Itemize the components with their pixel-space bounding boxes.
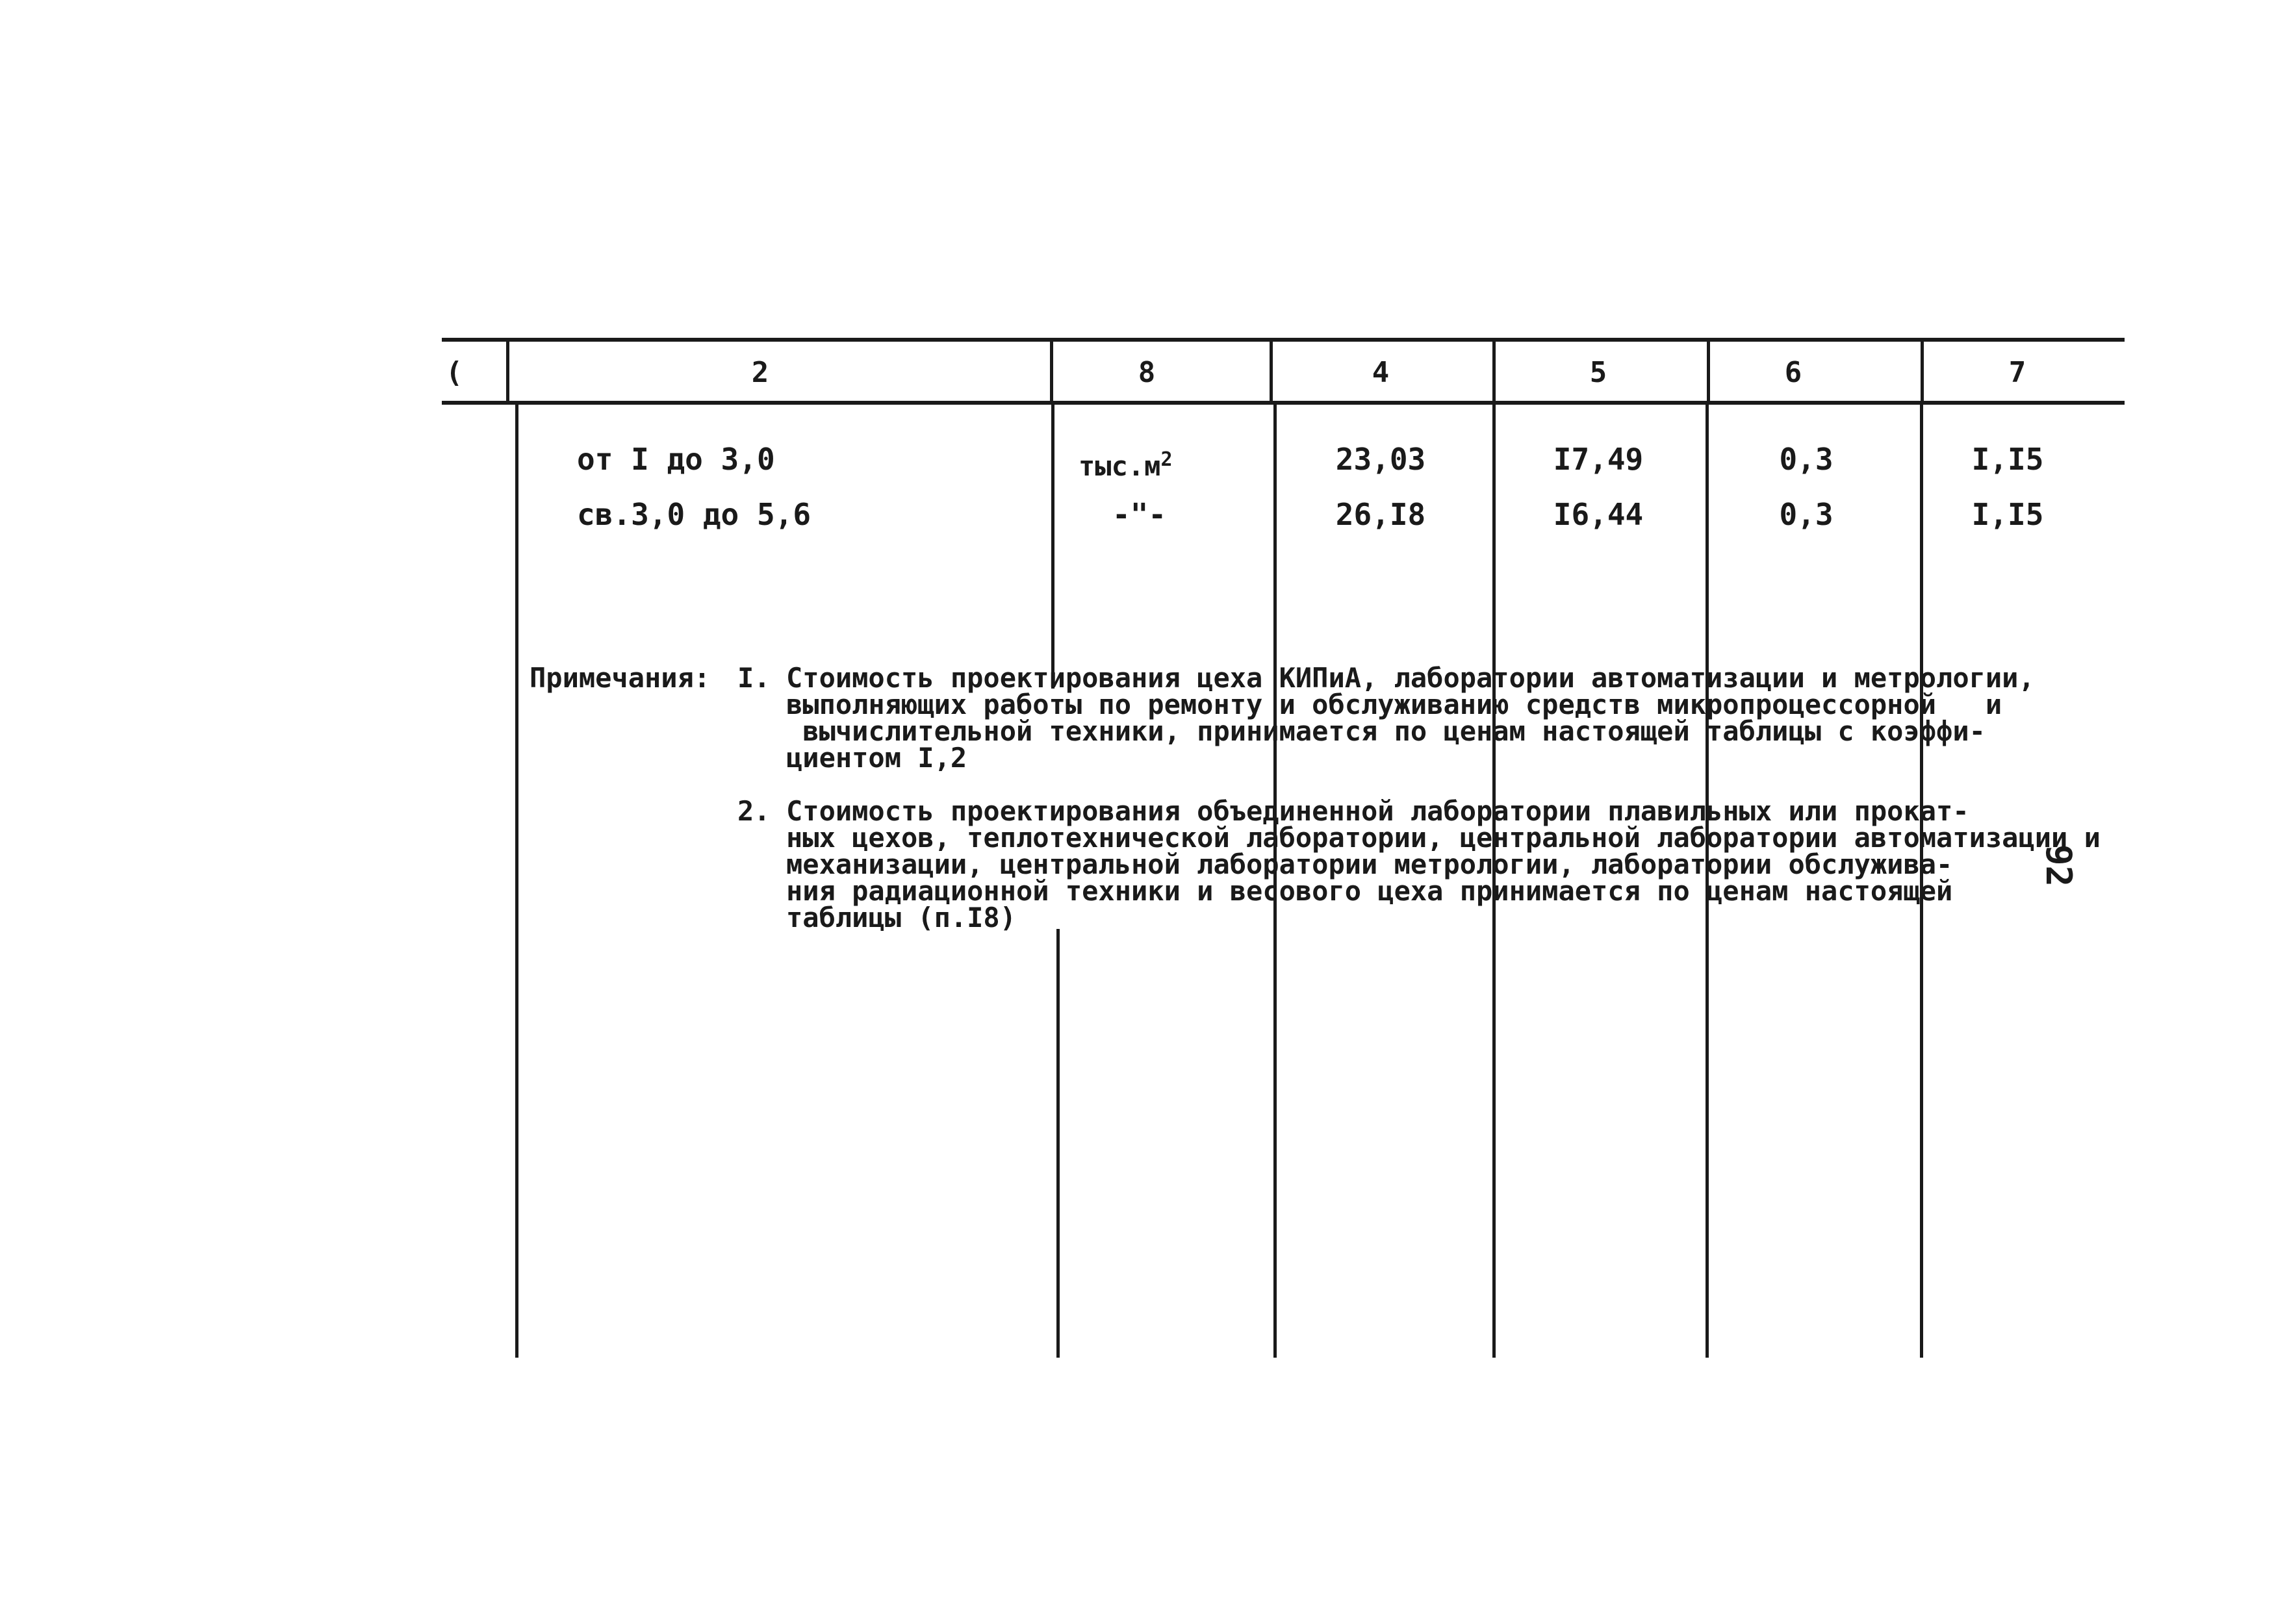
page-number: 92 [2038, 844, 2079, 887]
row-1-col4: 23,03 [1335, 442, 1426, 477]
row-2-label: св.3,0 до 5,6 [577, 497, 811, 532]
note-1-number: I. [737, 662, 771, 694]
row-1-label: от I до 3,0 [577, 442, 775, 477]
row-2-col6: 0,3 [1779, 497, 1833, 532]
col-divider-1 [506, 339, 509, 403]
table-top-rule [442, 338, 2125, 342]
col-header-4: 4 [1372, 356, 1390, 389]
row-2-col7: I,I5 [1971, 497, 2044, 532]
row-1-unit [1079, 448, 1173, 482]
col-header-6: 6 [1784, 356, 1802, 389]
note-2-line-4: ния радиационной техники и весового цеха принимается по ценам настоящей [786, 875, 1953, 907]
notes-heading: Примечания: [530, 662, 711, 694]
row-1-col7: I,I5 [1971, 442, 2044, 477]
row-1-col5: I7,49 [1553, 442, 1644, 477]
row-1-unit-text: тыс.м [1079, 450, 1161, 482]
note-2-number: 2. [737, 795, 771, 827]
row-2-col4: 26,I8 [1335, 497, 1426, 532]
row-2-col5: I6,44 [1553, 497, 1644, 532]
col-divider-5 [1707, 339, 1710, 403]
note-2-line-3: механизации, центральной лаборатории метрологии, лаборатории обслужива- [786, 848, 1953, 880]
note-1-line-2: выполняющих работы по ремонту и обслуживанию средств микропроцессорной и [786, 689, 2002, 720]
note-1-line-4: циентом I,2 [786, 742, 967, 774]
row-1-unit-superscript: 2 [1160, 448, 1173, 471]
row-1-col6: 0,3 [1779, 442, 1833, 477]
col-divider-6 [1921, 339, 1924, 403]
body-line-2a [1051, 403, 1054, 689]
col-header-7: 7 [2008, 356, 2026, 389]
col-divider-3 [1270, 339, 1273, 403]
header-bottom-rule [442, 401, 2125, 405]
note-2-line-2: ных цехов, теплотехнической лаборатории, центральной лаборатории автоматизации и [786, 822, 2101, 854]
col-header-1: ( [445, 356, 463, 389]
col-divider-4 [1492, 339, 1496, 403]
note-1-line-1: Стоимость проектирования цеха КИПиА, лаборатории автоматизации и метрологии, [786, 662, 2035, 694]
col-header-2: 2 [751, 356, 769, 389]
col-header-5: 5 [1589, 356, 1607, 389]
body-line-1 [515, 403, 518, 1358]
col-header-3: 8 [1138, 356, 1156, 389]
col-divider-2 [1050, 339, 1053, 403]
note-1-line-3: вычислительной техники, принимается по ценам настоящей таблицы с коэффи- [786, 715, 1986, 747]
body-line-2b [1056, 929, 1060, 1358]
row-2-unit: -"- [1112, 497, 1167, 532]
note-2-line-1: Стоимость проектирования объединенной лаборатории плавильных или прокат- [786, 795, 1969, 827]
note-2-line-5: таблицы (п.I8) [786, 902, 1017, 933]
